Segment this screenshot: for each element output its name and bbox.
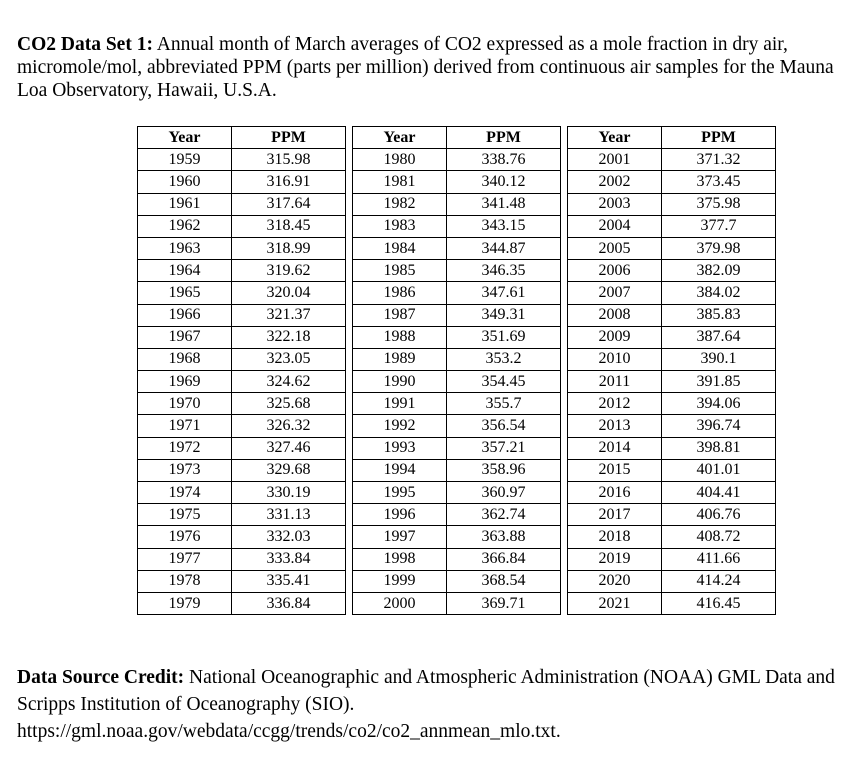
ppm-cell: 343.15 [447, 215, 561, 237]
ppm-cell: 321.37 [232, 304, 346, 326]
table-row [138, 482, 776, 504]
column-gap [346, 459, 353, 481]
year-cell: 2016 [568, 482, 662, 504]
ppm-cell: 366.84 [447, 548, 561, 570]
table-row [138, 459, 776, 481]
ppm-cell: 329.68 [232, 459, 346, 481]
column-gap [561, 348, 568, 370]
ppm-cell: 362.74 [447, 504, 561, 526]
column-gap [561, 215, 568, 237]
year-cell: 1971 [138, 415, 232, 437]
year-cell: 1994 [353, 459, 447, 481]
ppm-cell: 326.32 [232, 415, 346, 437]
column-gap [561, 237, 568, 259]
table-row [138, 304, 776, 326]
column-gap [561, 482, 568, 504]
year-cell: 1998 [353, 548, 447, 570]
ppm-cell: 320.04 [232, 282, 346, 304]
ppm-cell: 373.45 [662, 171, 776, 193]
column-gap [561, 304, 568, 326]
year-cell: 1981 [353, 171, 447, 193]
ppm-cell: 379.98 [662, 237, 776, 259]
credit-url: https://gml.noaa.gov/webdata/ccgg/trends/co2/co2_annmean_mlo.txt. [17, 721, 561, 742]
year-cell: 1974 [138, 482, 232, 504]
column-gap [561, 282, 568, 304]
column-gap [346, 149, 353, 171]
ppm-cell: 355.7 [447, 393, 561, 415]
year-cell: 1995 [353, 482, 447, 504]
year-cell: 2018 [568, 526, 662, 548]
column-gap [561, 570, 568, 592]
year-cell: 1972 [138, 437, 232, 459]
ppm-cell: 315.98 [232, 149, 346, 171]
table-row [138, 348, 776, 370]
year-cell: 1973 [138, 459, 232, 481]
ppm-cell: 341.48 [447, 193, 561, 215]
year-cell: 2008 [568, 304, 662, 326]
ppm-cell: 368.54 [447, 570, 561, 592]
year-cell: 1968 [138, 348, 232, 370]
table-row [138, 570, 776, 592]
ppm-cell: 414.24 [662, 570, 776, 592]
column-gap [346, 326, 353, 348]
column-gap [561, 504, 568, 526]
column-gap [346, 548, 353, 570]
header-ppm-3: PPM [662, 127, 776, 149]
year-cell: 2009 [568, 326, 662, 348]
table-row [138, 548, 776, 570]
ppm-cell: 358.96 [447, 459, 561, 481]
table-row [138, 592, 776, 614]
header-ppm-2: PPM [447, 127, 561, 149]
ppm-cell: 356.54 [447, 415, 561, 437]
ppm-cell: 349.31 [447, 304, 561, 326]
year-cell: 1979 [138, 592, 232, 614]
table-row [138, 393, 776, 415]
year-cell: 2007 [568, 282, 662, 304]
column-gap [346, 415, 353, 437]
credit-paragraph [17, 664, 862, 745]
header-year-3: Year [568, 127, 662, 149]
ppm-cell: 325.68 [232, 393, 346, 415]
ppm-cell: 318.45 [232, 215, 346, 237]
year-cell: 1990 [353, 371, 447, 393]
ppm-cell: 387.64 [662, 326, 776, 348]
ppm-cell: 375.98 [662, 193, 776, 215]
year-cell: 2021 [568, 592, 662, 614]
year-cell: 1962 [138, 215, 232, 237]
ppm-cell: 371.32 [662, 149, 776, 171]
year-cell: 2005 [568, 237, 662, 259]
ppm-cell: 404.41 [662, 482, 776, 504]
column-gap [561, 548, 568, 570]
column-gap [346, 171, 353, 193]
ppm-cell: 316.91 [232, 171, 346, 193]
ppm-cell: 344.87 [447, 237, 561, 259]
year-cell: 2003 [568, 193, 662, 215]
header-year-1: Year [138, 127, 232, 149]
column-gap [561, 592, 568, 614]
ppm-cell: 353.2 [447, 348, 561, 370]
table-row [138, 193, 776, 215]
ppm-cell: 406.76 [662, 504, 776, 526]
ppm-cell: 377.7 [662, 215, 776, 237]
column-gap [346, 237, 353, 259]
column-gap [346, 348, 353, 370]
table-row [138, 215, 776, 237]
year-cell: 1960 [138, 171, 232, 193]
year-cell: 1983 [353, 215, 447, 237]
year-cell: 1977 [138, 548, 232, 570]
year-cell: 1992 [353, 415, 447, 437]
year-cell: 1989 [353, 348, 447, 370]
ppm-cell: 384.02 [662, 282, 776, 304]
ppm-cell: 385.83 [662, 304, 776, 326]
table-row [138, 237, 776, 259]
column-gap [346, 570, 353, 592]
column-gap [561, 393, 568, 415]
column-gap [561, 526, 568, 548]
column-gap [561, 437, 568, 459]
co2-table-container [137, 126, 776, 615]
year-cell: 1999 [353, 570, 447, 592]
column-gap [561, 371, 568, 393]
year-cell: 1987 [353, 304, 447, 326]
year-cell: 1961 [138, 193, 232, 215]
ppm-cell: 416.45 [662, 592, 776, 614]
table-row [138, 149, 776, 171]
column-gap [346, 304, 353, 326]
ppm-cell: 336.84 [232, 592, 346, 614]
year-cell: 1963 [138, 237, 232, 259]
ppm-cell: 394.06 [662, 393, 776, 415]
intro-text: Annual month of March averages of CO2 expressed as a mole fraction in dry air, micromole/mol, abbreviated PPM (parts per million) derived from continuous air samples for the Mauna Loa Observatory, Hawaii, U.S.A. [17, 34, 834, 101]
ppm-cell: 347.61 [447, 282, 561, 304]
year-cell: 1997 [353, 526, 447, 548]
column-gap [561, 415, 568, 437]
year-cell: 1966 [138, 304, 232, 326]
year-cell: 2002 [568, 171, 662, 193]
column-gap [346, 393, 353, 415]
year-cell: 2006 [568, 260, 662, 282]
year-cell: 1984 [353, 237, 447, 259]
column-gap [346, 437, 353, 459]
header-ppm-1: PPM [232, 127, 346, 149]
year-cell: 1969 [138, 371, 232, 393]
year-cell: 1988 [353, 326, 447, 348]
ppm-cell: 324.62 [232, 371, 346, 393]
ppm-cell: 330.19 [232, 482, 346, 504]
intro-label: CO2 Data Set 1: [17, 34, 153, 55]
year-cell: 2000 [353, 592, 447, 614]
column-gap [561, 193, 568, 215]
ppm-cell: 335.41 [232, 570, 346, 592]
ppm-cell: 351.69 [447, 326, 561, 348]
credit-label: Data Source Credit: [17, 667, 185, 688]
year-cell: 1959 [138, 149, 232, 171]
year-cell: 1993 [353, 437, 447, 459]
ppm-cell: 360.97 [447, 482, 561, 504]
intro-paragraph [17, 33, 862, 102]
column-gap [561, 326, 568, 348]
column-gap [346, 504, 353, 526]
column-gap [346, 260, 353, 282]
year-cell: 1976 [138, 526, 232, 548]
year-cell: 1996 [353, 504, 447, 526]
ppm-cell: 346.35 [447, 260, 561, 282]
table-row [138, 437, 776, 459]
ppm-cell: 357.21 [447, 437, 561, 459]
column-gap [346, 127, 353, 149]
ppm-cell: 333.84 [232, 548, 346, 570]
column-gap [346, 193, 353, 215]
ppm-cell: 331.13 [232, 504, 346, 526]
column-gap [561, 149, 568, 171]
column-gap [346, 215, 353, 237]
column-gap [561, 171, 568, 193]
ppm-cell: 382.09 [662, 260, 776, 282]
table-row [138, 282, 776, 304]
ppm-cell: 411.66 [662, 548, 776, 570]
column-gap [346, 482, 353, 504]
table-row [138, 371, 776, 393]
column-gap [561, 459, 568, 481]
year-cell: 2020 [568, 570, 662, 592]
ppm-cell: 340.12 [447, 171, 561, 193]
year-cell: 1965 [138, 282, 232, 304]
ppm-cell: 396.74 [662, 415, 776, 437]
year-cell: 2001 [568, 149, 662, 171]
column-gap [561, 127, 568, 149]
year-cell: 1980 [353, 149, 447, 171]
ppm-cell: 398.81 [662, 437, 776, 459]
table-row [138, 415, 776, 437]
year-cell: 1986 [353, 282, 447, 304]
ppm-cell: 354.45 [447, 371, 561, 393]
year-cell: 2013 [568, 415, 662, 437]
ppm-cell: 391.85 [662, 371, 776, 393]
column-gap [561, 260, 568, 282]
co2-table [137, 126, 776, 615]
year-cell: 1975 [138, 504, 232, 526]
ppm-cell: 327.46 [232, 437, 346, 459]
year-cell: 2017 [568, 504, 662, 526]
year-cell: 2004 [568, 215, 662, 237]
year-cell: 1964 [138, 260, 232, 282]
header-year-2: Year [353, 127, 447, 149]
year-cell: 2015 [568, 459, 662, 481]
ppm-cell: 363.88 [447, 526, 561, 548]
year-cell: 1970 [138, 393, 232, 415]
credit-text: National Oceanographic and Atmospheric Administration (NOAA) GML Data and Scripps Institution of Oceanography (SIO). [17, 667, 835, 715]
ppm-cell: 401.01 [662, 459, 776, 481]
year-cell: 1967 [138, 326, 232, 348]
column-gap [346, 592, 353, 614]
column-gap [346, 371, 353, 393]
ppm-cell: 390.1 [662, 348, 776, 370]
table-header-row [138, 127, 776, 149]
table-body [138, 149, 776, 615]
year-cell: 1978 [138, 570, 232, 592]
table-row [138, 326, 776, 348]
ppm-cell: 317.64 [232, 193, 346, 215]
column-gap [346, 282, 353, 304]
table-row [138, 526, 776, 548]
year-cell: 2012 [568, 393, 662, 415]
year-cell: 2010 [568, 348, 662, 370]
year-cell: 1991 [353, 393, 447, 415]
column-gap [346, 526, 353, 548]
ppm-cell: 322.18 [232, 326, 346, 348]
year-cell: 1982 [353, 193, 447, 215]
ppm-cell: 369.71 [447, 592, 561, 614]
year-cell: 1985 [353, 260, 447, 282]
ppm-cell: 408.72 [662, 526, 776, 548]
year-cell: 2014 [568, 437, 662, 459]
year-cell: 2019 [568, 548, 662, 570]
year-cell: 2011 [568, 371, 662, 393]
table-row [138, 260, 776, 282]
table-row [138, 171, 776, 193]
ppm-cell: 318.99 [232, 237, 346, 259]
ppm-cell: 332.03 [232, 526, 346, 548]
ppm-cell: 319.62 [232, 260, 346, 282]
ppm-cell: 323.05 [232, 348, 346, 370]
table-row [138, 504, 776, 526]
ppm-cell: 338.76 [447, 149, 561, 171]
